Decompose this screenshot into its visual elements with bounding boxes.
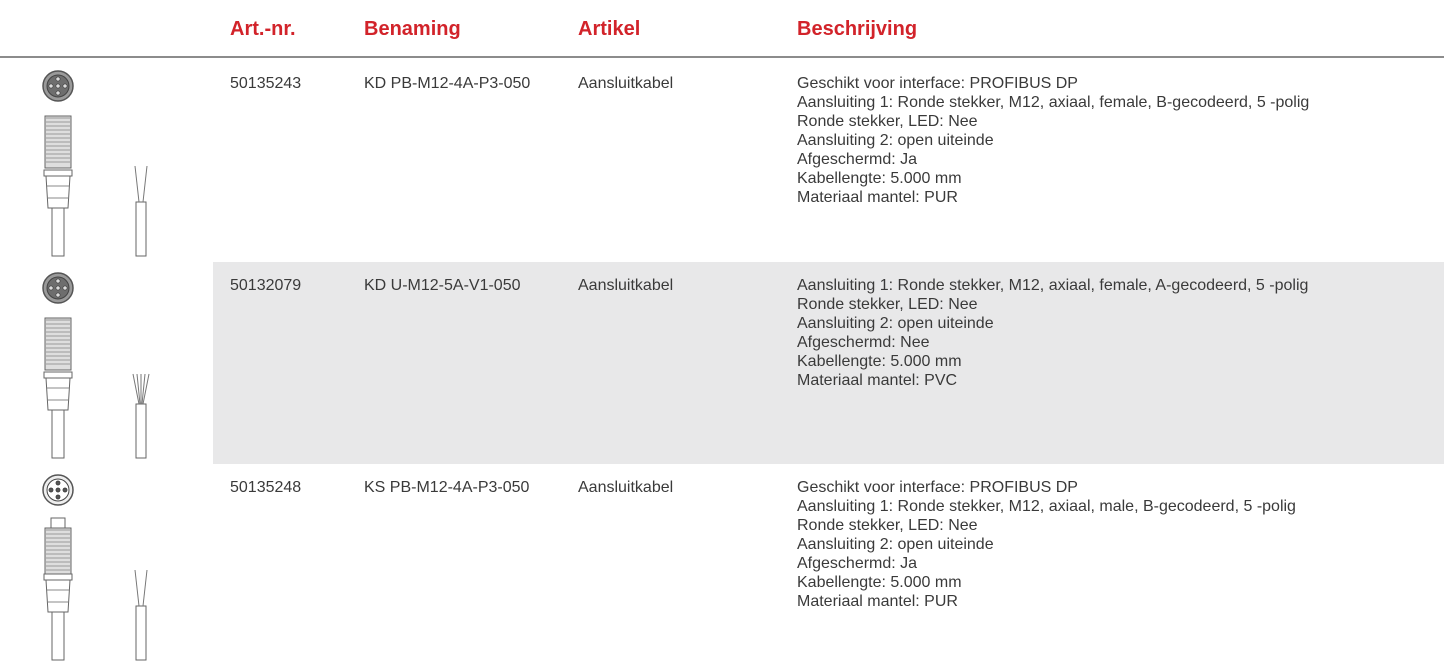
header-divider (0, 56, 1444, 58)
description-line: Aansluiting 2: open uiteinde (797, 536, 994, 553)
product-image (0, 60, 200, 262)
beschrijving-cell (797, 478, 1437, 611)
description-line: Aansluiting 2: open uiteinde (797, 315, 994, 332)
header-art-nr: Art.-nr. (230, 18, 296, 40)
description-line: Kabellengte: 5.000 mm (797, 574, 962, 591)
beschrijving-cell (797, 74, 1437, 207)
description-line: Aansluiting 2: open uiteinde (797, 132, 994, 149)
description-line: Kabellengte: 5.000 mm (797, 353, 962, 370)
benaming-cell: KS PB-M12-4A-P3-050 (364, 479, 530, 496)
cable-drawing-icon (0, 262, 200, 464)
description-line: Afgeschermd: Ja (797, 151, 918, 168)
table-row (0, 262, 1444, 464)
beschrijving-cell (797, 276, 1437, 390)
art-nr-cell: 50135248 (230, 479, 302, 496)
connector-body-icon (44, 116, 72, 256)
product-image (0, 464, 200, 664)
description-line: Materiaal mantel: PUR (797, 593, 958, 610)
art-nr-cell: 50132079 (230, 277, 302, 294)
benaming-cell: KD U-M12-5A-V1-050 (364, 277, 521, 294)
artikel-cell: Aansluitkabel (578, 277, 674, 294)
benaming-cell: KD PB-M12-4A-P3-050 (364, 75, 531, 92)
female-connector-face-icon (43, 71, 73, 101)
cable-drawing-icon (0, 464, 200, 664)
product-image (0, 262, 200, 464)
description-line: Aansluiting 1: Ronde stekker, M12, axiaal, male, B-gecodeerd, 5 -polig (797, 498, 1296, 515)
description-line: Geschikt voor interface: PROFIBUS DP (797, 75, 1078, 92)
header-benaming: Benaming (364, 18, 461, 40)
description-line: Ronde stekker, LED: Nee (797, 517, 978, 534)
art-nr-cell: 50135243 (230, 75, 302, 92)
connector-body-icon (44, 518, 72, 660)
table-row (0, 464, 1444, 664)
description-line: Materiaal mantel: PUR (797, 189, 958, 206)
description-line: Afgeschermd: Nee (797, 334, 930, 351)
open-cable-end-icon (133, 374, 149, 458)
header-beschrijving: Beschrijving (797, 18, 918, 40)
connector-body-icon (44, 318, 72, 458)
header-artikel: Artikel (578, 18, 641, 40)
description-line: Materiaal mantel: PVC (797, 372, 958, 389)
open-cable-end-icon (135, 570, 147, 660)
description-line: Ronde stekker, LED: Nee (797, 113, 978, 130)
artikel-cell: Aansluitkabel (578, 479, 674, 496)
open-cable-end-icon (135, 166, 147, 256)
description-line: Aansluiting 1: Ronde stekker, M12, axiaal, female, A-gecodeerd, 5 -polig (797, 277, 1309, 294)
table-row (0, 60, 1444, 262)
female-connector-face-icon (43, 273, 73, 303)
male-connector-face-icon (43, 475, 73, 505)
description-line: Ronde stekker, LED: Nee (797, 296, 978, 313)
description-line: Geschikt voor interface: PROFIBUS DP (797, 479, 1078, 496)
cable-drawing-icon (0, 60, 200, 262)
artikel-cell: Aansluitkabel (578, 75, 674, 92)
table-header (0, 0, 1444, 56)
description-line: Kabellengte: 5.000 mm (797, 170, 962, 187)
description-line: Afgeschermd: Ja (797, 555, 918, 572)
description-line: Aansluiting 1: Ronde stekker, M12, axiaal, female, B-gecodeerd, 5 -polig (797, 94, 1310, 111)
